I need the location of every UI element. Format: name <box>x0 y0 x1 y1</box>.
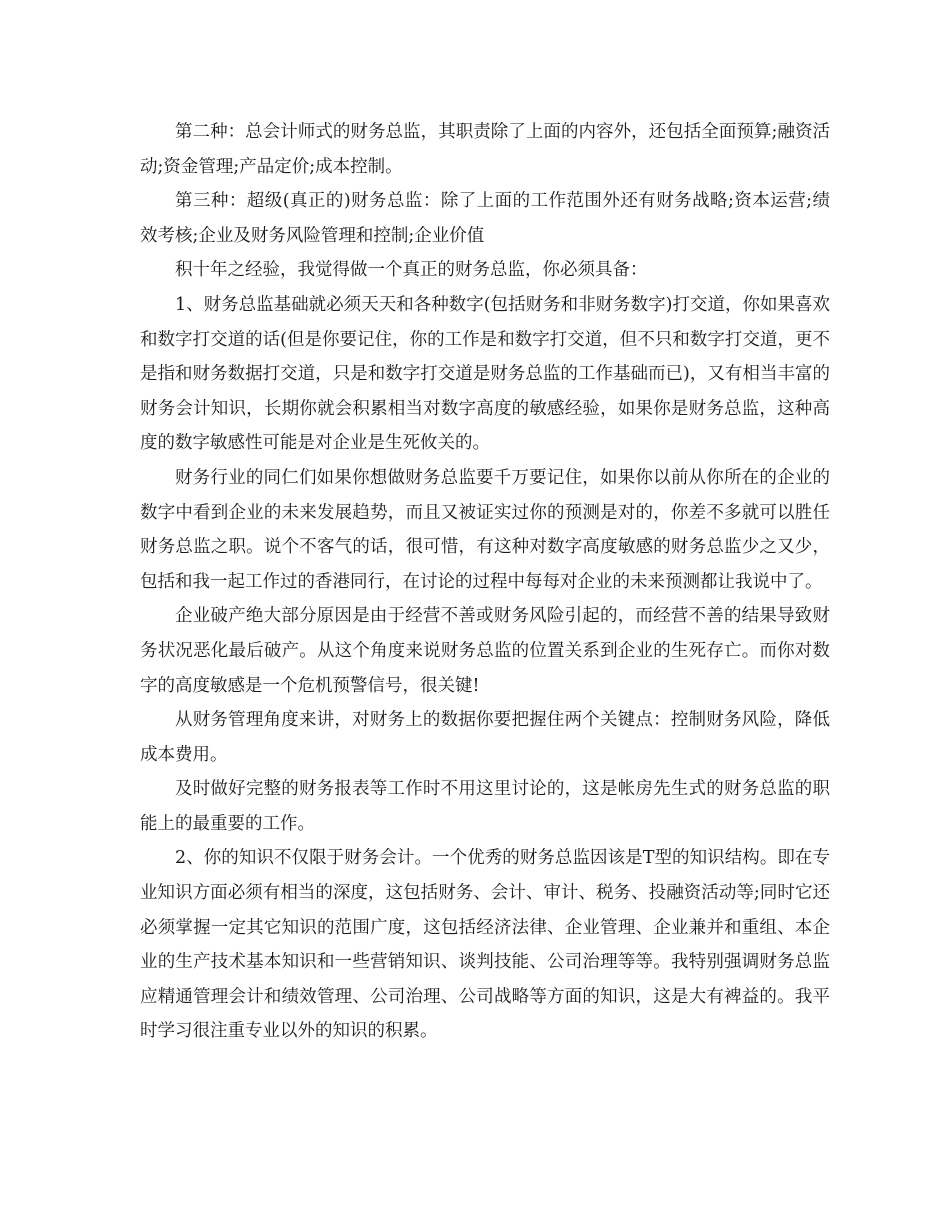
paragraph-financial-reports: 及时做好完整的财务报表等工作时不用这里讨论的，这是帐房先生式的财务总监的职能上的最重要的工作。 <box>140 779 830 834</box>
paragraph-point-2-knowledge: 2、你的知识不仅限于财务会计。一个优秀的财务总监因该是T型的知识结构。即在专业知识方面必须有相当的深度，这包括财务、会计、审计、税务、投融资活动等;同时它还必须掌握一定其它知识的范围广度，这包括经济法律、企业管理、企业兼并和重组、本企业的生产技术基本知识和一些营销知识、谈判技能、公司治理等等。我特别强调财务总监应精通管理会计和绩效管理、公司治理、公司战略等方面的知识，这是大有裨益的。我平时学习很注重专业以外的知识的积累。 <box>140 848 830 1042</box>
paragraph-point-1-numbers: 1、财务总监基础就必须天天和各种数字(包括财务和非财务数字)打交道，你如果喜欢和数字打交道的话(但是你要记住，你的工作是和数字打交道，但不只和数字打交道，更不是指和财务数据打交道，只是和数字打交道是财务总监的工作基础而已)，又有相当丰富的财务会计知识，长期你就会积累相当对数字高度的敏感经验，如果你是财务总监，这种高度的数字敏感性可能是对企业是生死攸关的。 <box>140 294 830 454</box>
paragraph-experience-intro: 积十年之经验，我觉得做一个真正的财务总监，你必须具备： <box>175 260 648 281</box>
paragraph-advice-peers: 财务行业的同仁们如果你想做财务总监要千万要记住，如果你以前从你所在的企业的数字中看到企业的未来发展趋势，而且又被证实过你的预测是对的，你差不多就可以胜任财务总监之职。说个不客气的话，很可惜，有这种对数字高度敏感的财务总监少之又少，包括和我一起工作过的香港同行，在讨论的过程中每每对企业的未来预测都让我说中了。 <box>140 467 830 592</box>
paragraph-cfo-type-2: 第二种：总会计师式的财务总监，其职责除了上面的内容外，还包括全面预算;融资活动;资金管理;产品定价;成本控制。 <box>140 122 830 177</box>
paragraph-key-points: 从财务管理角度来讲，对财务上的数据你要把握住两个关键点：控制财务风险，降低成本费用。 <box>140 710 830 765</box>
paragraph-cfo-type-3: 第三种：超级(真正的)财务总监：除了上面的工作范围外还有财务战略;资本运营;绩效考核;企业及财务风险管理和控制;企业价值 <box>140 191 830 246</box>
document-body <box>140 115 830 1049</box>
paragraph-bankruptcy-causes: 企业破产绝大部分原因是由于经营不善或财务风险引起的，而经营不善的结果导致财务状况恶化最后破产。从这个角度来说财务总监的位置关系到企业的生死存亡。而你对数字的高度敏感是一个危机预警信号，很关键! <box>140 606 830 696</box>
